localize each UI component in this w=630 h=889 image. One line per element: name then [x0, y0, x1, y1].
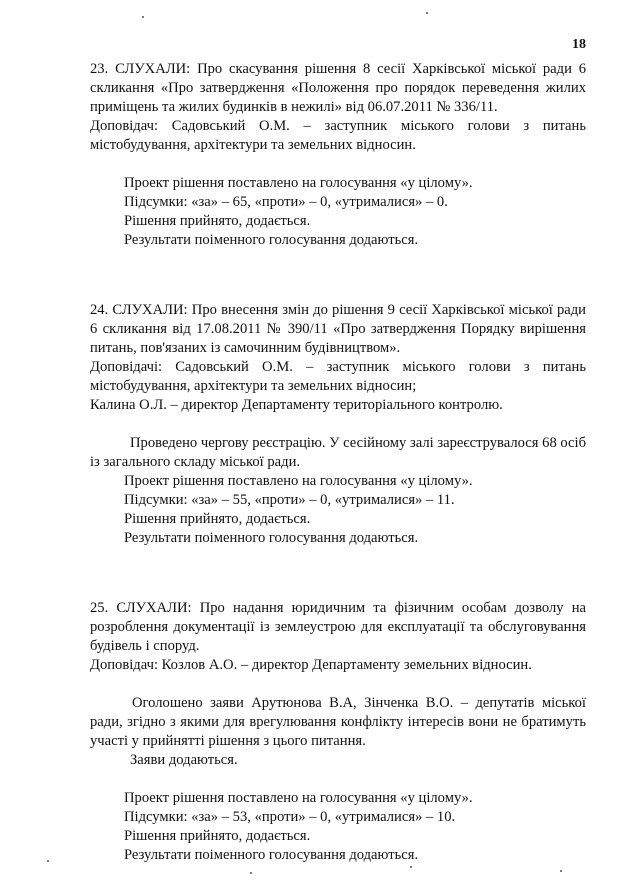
vote-line: Підсумки: «за» – 55, «проти» – 0, «утрималися» – 11. [124, 492, 455, 508]
item-heading: 23. СЛУХАЛИ: [90, 61, 191, 77]
vote-line: Результати поіменного голосування додаються. [124, 232, 419, 248]
scan-speck [410, 866, 412, 868]
speaker: Доповідач: Козлов А.О. – директор Департаменту земельних відносин. [90, 657, 532, 673]
item-title-text: Про внесення змін до рішення 9 сесії Харківської міської ради 6 скликання від 17.08.2011 № 390/11 «Про затвердження Порядку вирішення питань, пов'язаних із самочинним будівництвом». [90, 302, 586, 356]
item-title [90, 301, 586, 358]
item-heading: 24. СЛУХАЛИ: [90, 302, 188, 318]
speaker: Калина О.Л. – директор Департаменту територіального контролю. [90, 397, 503, 413]
page-number: 18 [572, 37, 586, 52]
vote-line: Результати поіменного голосування додаються. [124, 847, 419, 863]
statement-note: Оголошено заяви Арутюнова В.А, Зінченка В.О. – депутатів міської ради, згідно з якими для врегулювання конфлікту інтересів вони не братимуть участі у прийнятті рішення з цього питання. [90, 695, 586, 749]
vote-line: Рішення прийнято, додається. [124, 213, 311, 229]
scan-speck [142, 16, 144, 18]
agenda-item-23 [90, 60, 586, 250]
speaker: Доповідачі: Садовський О.М. – заступник міського голови з питань містобудування, архітектури та земельних відносин; [90, 359, 586, 394]
vote-line: Підсумки: «за» – 65, «проти» – 0, «утрималися» – 0. [124, 194, 448, 210]
item-title [90, 599, 586, 656]
agenda-item-24 [90, 301, 586, 548]
vote-line: Проект рішення поставлено на голосування «у цілому». [124, 175, 473, 191]
speaker: Доповідач: Садовський О.М. – заступник міського голови з питань містобудування, архітектури та земельних відносин. [90, 118, 586, 153]
scan-speck [47, 860, 49, 862]
vote-line: Рішення прийнято, додається. [124, 828, 311, 844]
agenda-item-25 [90, 599, 586, 865]
vote-line: Рішення прийнято, додається. [124, 511, 311, 527]
vote-line: Проект рішення поставлено на голосування «у цілому». [124, 790, 473, 806]
item-title [90, 60, 586, 117]
scan-speck [426, 12, 428, 14]
registration-note: Проведено чергову реєстрацію. У сесійному залі зареєструвалося 68 осіб із загального складу міської ради. [90, 435, 587, 470]
document-body [90, 60, 586, 865]
vote-line: Підсумки: «за» – 53, «проти» – 0, «утрималися» – 10. [124, 809, 456, 825]
item-heading: 25. СЛУХАЛИ: [90, 600, 192, 616]
item-title-text: Про скасування рішення 8 сесії Харківської міської ради 6 скликання «Про затвердження «Положення про порядок переведення жилих приміщень та жилих будинків в нежилі» від 06.07.2011 № 336/11. [90, 61, 587, 115]
vote-line: Проект рішення поставлено на голосування «у цілому». [124, 473, 473, 489]
scan-speck [560, 870, 562, 872]
item-title-text: Про надання юридичним та фізичним особам дозволу на розроблення документації із землеустрою для експлуатації та обслуговування будівель і споруд. [90, 600, 586, 654]
statement-attachment: Заяви додаються. [130, 752, 238, 768]
vote-line: Результати поіменного голосування додаються. [124, 530, 419, 546]
scan-speck [250, 872, 252, 874]
